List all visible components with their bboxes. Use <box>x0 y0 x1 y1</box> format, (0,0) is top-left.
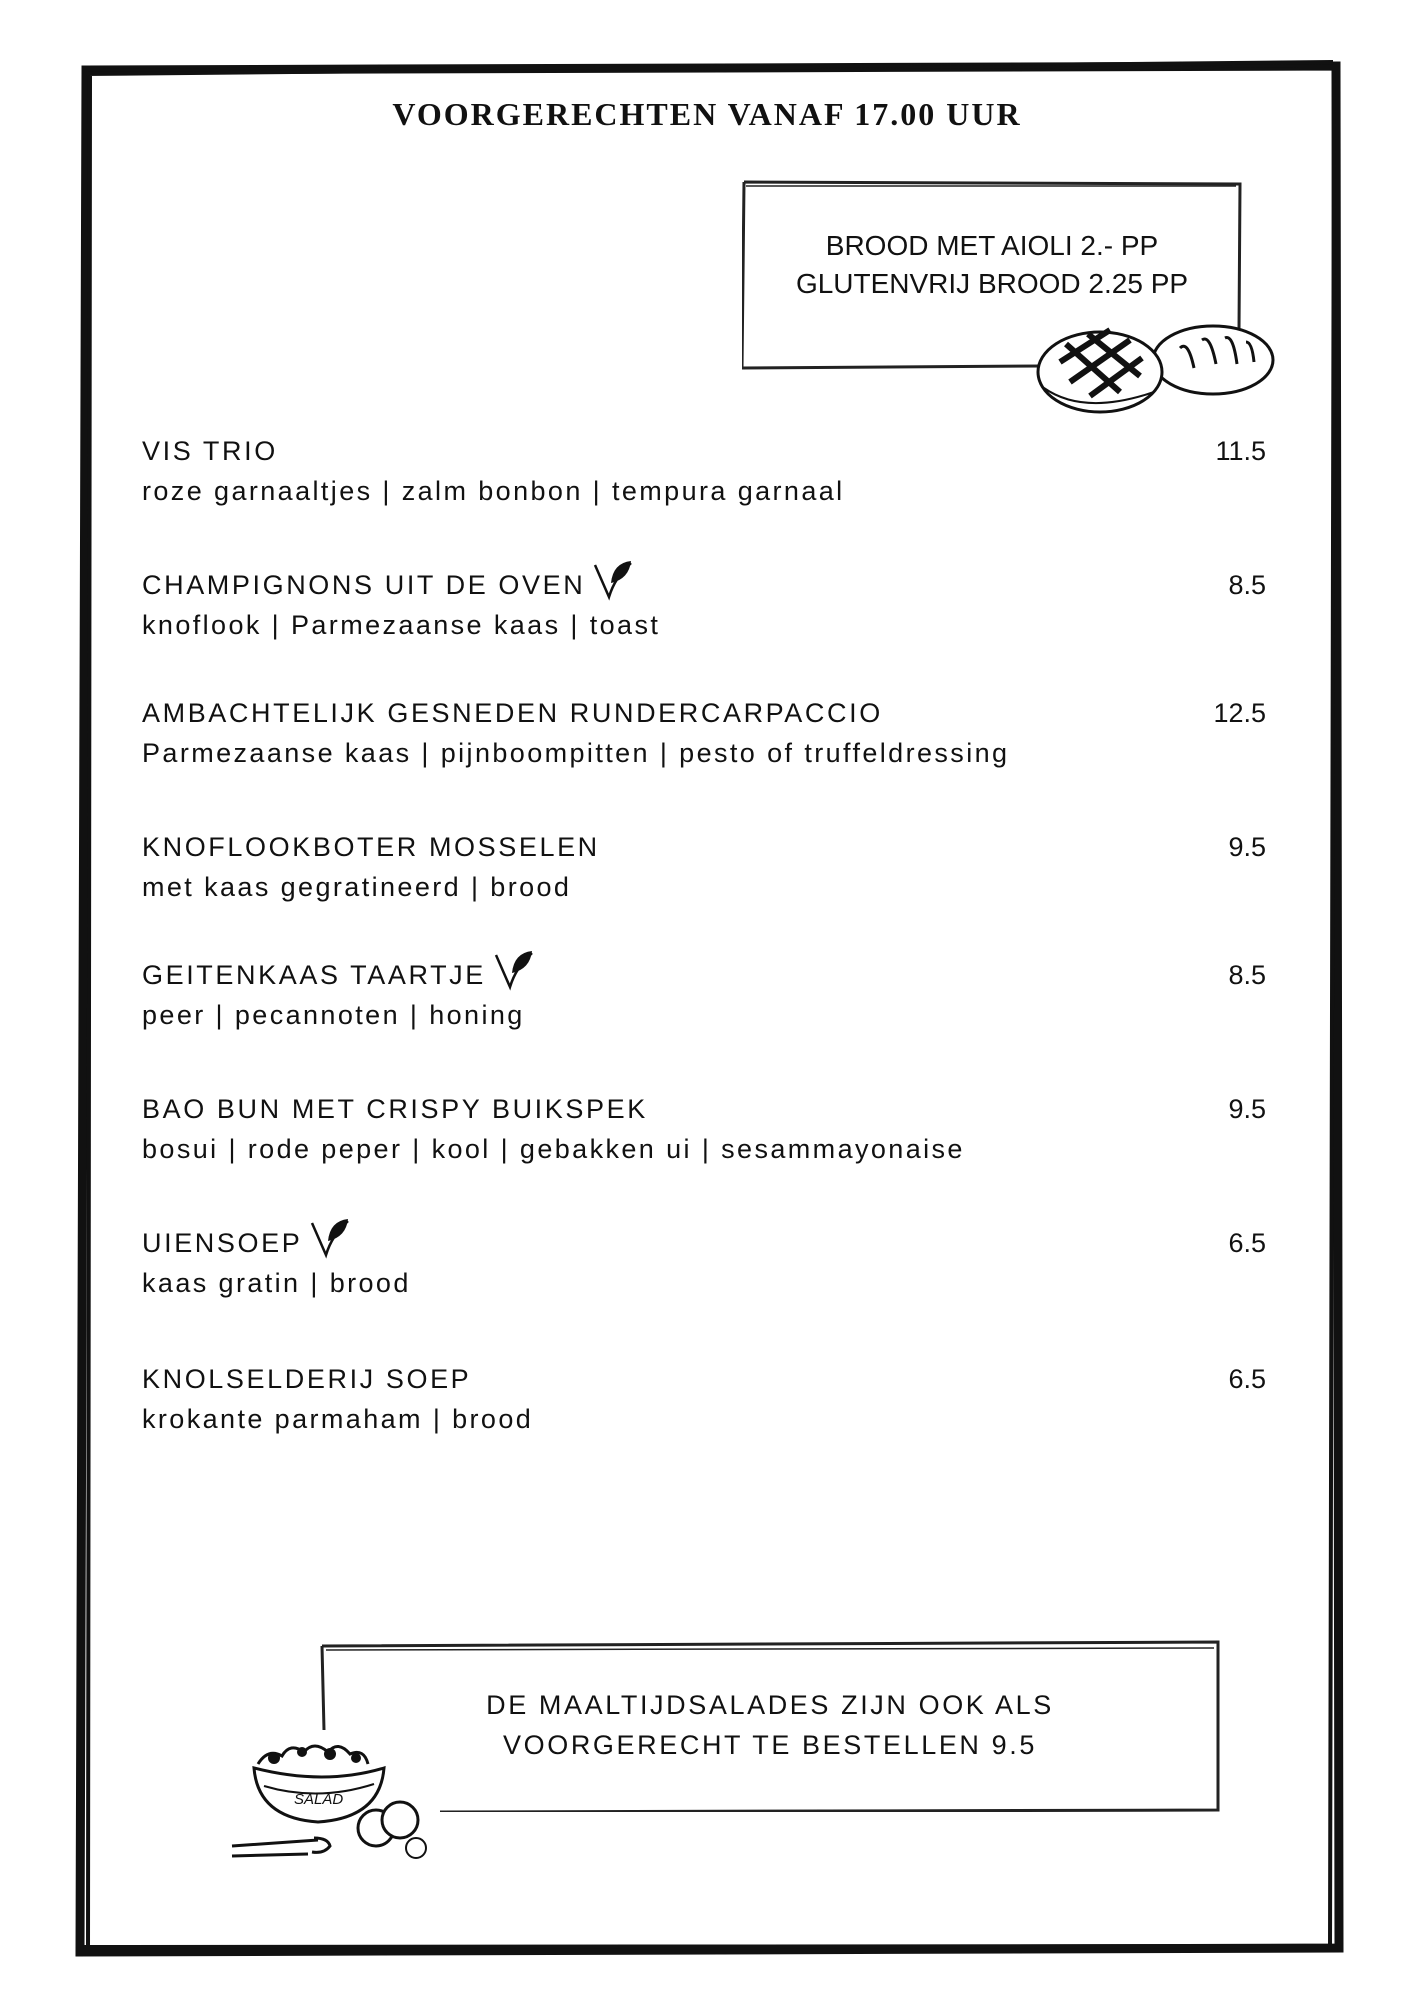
item-name: KNOLSELDERIJ SOEP <box>142 1364 472 1394</box>
item-name: VIS TRIO <box>142 436 278 466</box>
item-price: 6.5 <box>1228 1228 1266 1258</box>
item-description: Parmezaanse kaas | pijnboompitten | pesto of truffeldressing <box>142 738 1010 768</box>
item-price: 8.5 <box>1228 960 1266 990</box>
item-description: met kaas gegratineerd | brood <box>142 872 572 902</box>
item-description: kaas gratin | brood <box>142 1268 411 1298</box>
item-name: AMBACHTELIJK GESNEDEN RUNDERCARPACCIO <box>142 698 883 728</box>
item-price: 9.5 <box>1228 832 1266 862</box>
item-name: BAO BUN MET CRISPY BUIKSPEK <box>142 1094 648 1124</box>
bread-icon <box>1030 318 1280 418</box>
vegetarian-leaf-icon <box>310 1217 350 1259</box>
item-price: 9.5 <box>1228 1094 1266 1124</box>
item-description: bosui | rode peper | kool | gebakken ui | sesammayonaise <box>142 1134 965 1164</box>
salad-line-1: DE MAALTIJDSALADES ZIJN OOK ALS <box>486 1690 1054 1720</box>
salad-bowl-icon <box>228 1728 433 1868</box>
item-name: KNOFLOOKBOTER MOSSELEN <box>142 832 600 862</box>
vegetarian-leaf-icon <box>494 949 534 991</box>
page-title: VOORGERECHTEN VANAF 17.00 UUR <box>392 96 1022 132</box>
salad-box-border <box>320 1640 1220 1812</box>
item-price: 11.5 <box>1215 436 1266 466</box>
item-price: 8.5 <box>1228 570 1266 600</box>
salad-info-box <box>320 1640 1220 1812</box>
item-price: 6.5 <box>1228 1364 1266 1394</box>
item-description: knoflook | Parmezaanse kaas | toast <box>142 610 661 640</box>
item-name: GEITENKAAS TAARTJE <box>142 960 534 991</box>
item-description: krokante parmaham | brood <box>142 1404 534 1434</box>
bread-aioli-line: BROOD MET AIOLI 2.- PP <box>825 230 1159 261</box>
salad-bowl-label: SALAD <box>294 1791 344 1808</box>
item-description: peer | pecannoten | honing <box>142 1000 525 1030</box>
item-price: 12.5 <box>1213 698 1266 728</box>
item-name: CHAMPIGNONS UIT DE OVEN <box>142 570 633 601</box>
salad-line-2: VOORGERECHT TE BESTELLEN 9.5 <box>503 1730 1037 1760</box>
glutenfree-bread-line: GLUTENVRIJ BROOD 2.25 PP <box>795 268 1189 299</box>
item-description: roze garnaaltjes | zalm bonbon | tempura garnaal <box>142 476 845 506</box>
item-name: UIENSOEP <box>142 1228 350 1259</box>
vegetarian-leaf-icon <box>593 559 633 601</box>
